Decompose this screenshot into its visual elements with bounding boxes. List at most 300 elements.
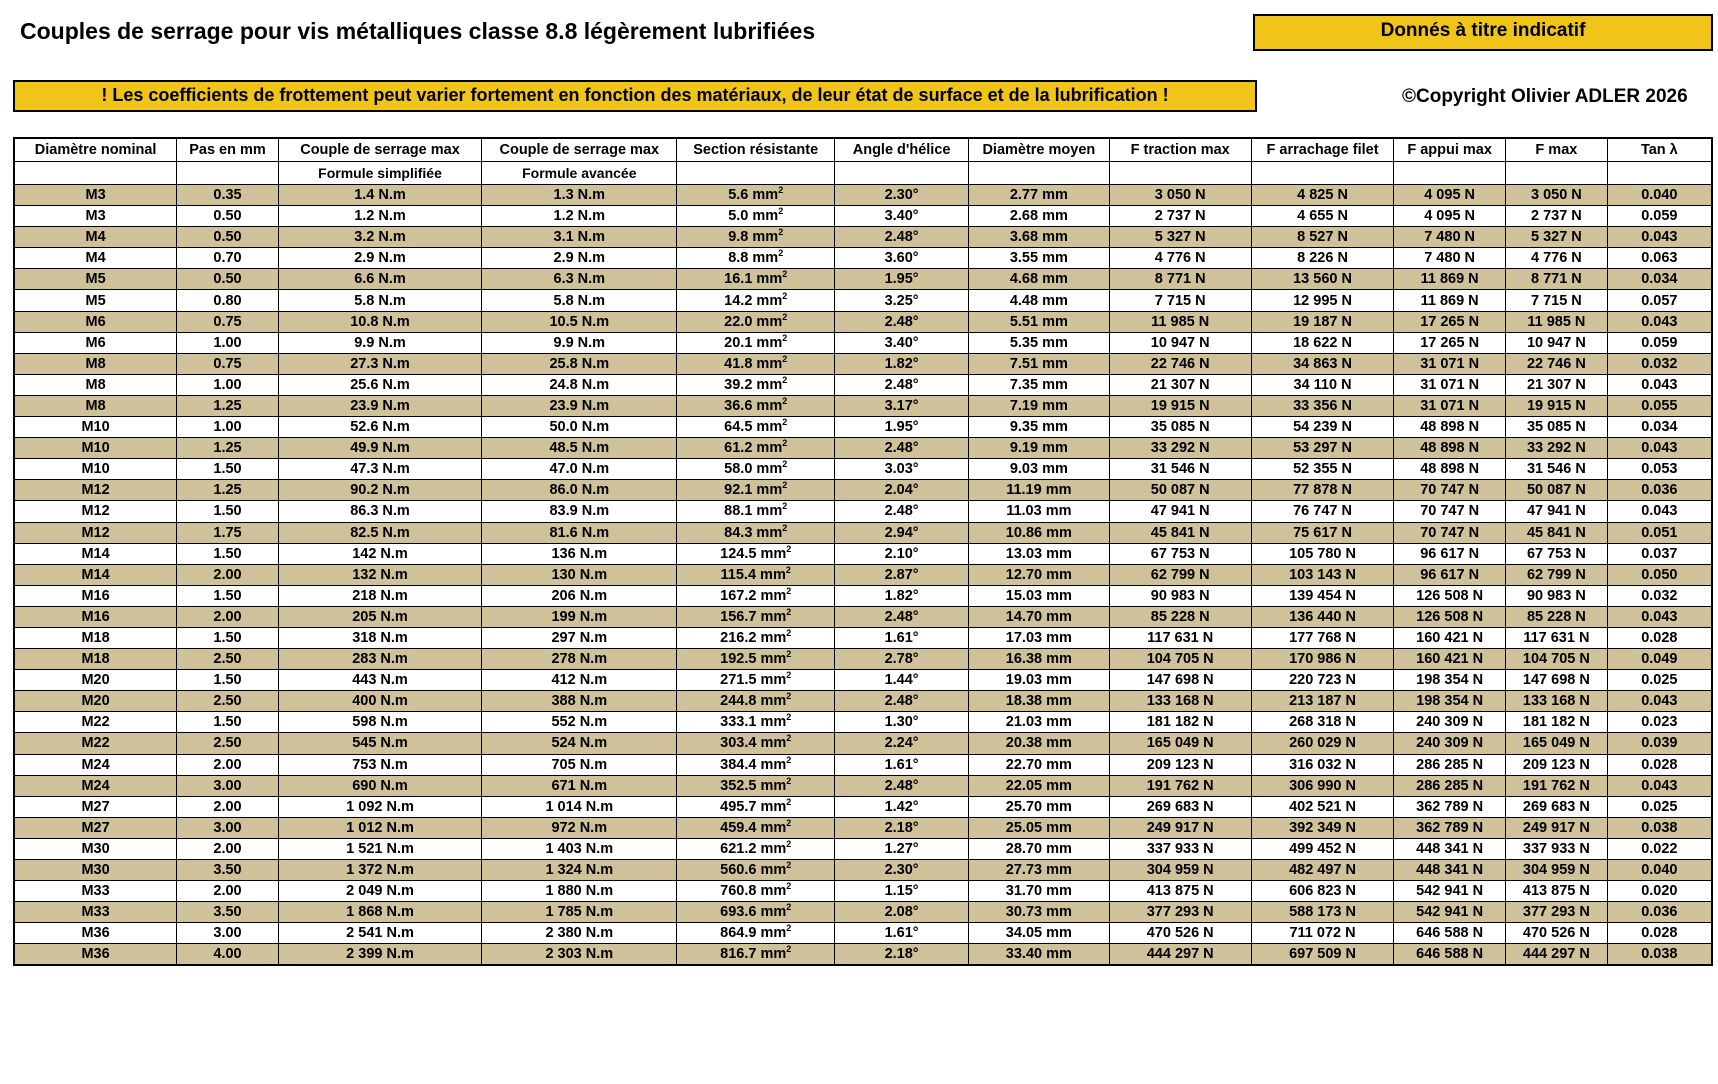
table-cell: 10 947 N	[1506, 332, 1608, 353]
table-cell: 697 509 N	[1251, 944, 1393, 966]
table-cell: 3.00	[177, 923, 279, 944]
table-cell: 443 N.m	[278, 670, 481, 691]
table-cell: 17.03 mm	[969, 627, 1109, 648]
table-cell: 2.48°	[835, 374, 969, 395]
table-cell: M18	[14, 627, 177, 648]
table-cell: 3.68 mm	[969, 227, 1109, 248]
table-cell: 133 168 N	[1109, 691, 1251, 712]
table-cell: 402 521 N	[1251, 796, 1393, 817]
table-cell: 1.82°	[835, 585, 969, 606]
table-cell: 7 480 N	[1394, 248, 1506, 269]
table-cell: 2.78°	[835, 649, 969, 670]
table-cell: 52 355 N	[1251, 459, 1393, 480]
table-cell: 1.2 N.m	[278, 206, 481, 227]
table-cell: 4.48 mm	[969, 290, 1109, 311]
column-subheader	[1251, 162, 1393, 185]
table-cell: 170 986 N	[1251, 649, 1393, 670]
table-cell: 2.50	[177, 733, 279, 754]
table-cell: 70 747 N	[1394, 480, 1506, 501]
table-cell: 70 747 N	[1394, 522, 1506, 543]
table-cell: 1 785 N.m	[482, 902, 677, 923]
table-row	[14, 522, 1712, 543]
torque-table	[13, 137, 1713, 966]
table-body	[14, 185, 1712, 966]
table-cell: 1 014 N.m	[482, 796, 677, 817]
table-cell: 2.94°	[835, 522, 969, 543]
table-cell: 2.30°	[835, 185, 969, 206]
table-cell: 165 049 N	[1109, 733, 1251, 754]
table-cell: 5.35 mm	[969, 332, 1109, 353]
table-cell: 0.043	[1607, 227, 1712, 248]
table-cell: 3.50	[177, 860, 279, 881]
table-cell: 124.5 $mm^2$	[677, 543, 835, 564]
column-header: F traction max	[1109, 138, 1251, 162]
table-cell: 2.24°	[835, 733, 969, 754]
table-cell: 31 546 N	[1109, 459, 1251, 480]
table-cell: 753 N.m	[278, 754, 481, 775]
table-cell: 2.50	[177, 649, 279, 670]
table-cell: 0.040	[1607, 185, 1712, 206]
table-cell: 542 941 N	[1394, 902, 1506, 923]
table-cell: 13.03 mm	[969, 543, 1109, 564]
table-cell: 972 N.m	[482, 817, 677, 838]
table-row	[14, 606, 1712, 627]
table-cell: 53 297 N	[1251, 438, 1393, 459]
table-cell: 0.032	[1607, 353, 1712, 374]
table-cell: 0.059	[1607, 206, 1712, 227]
table-cell: 318 N.m	[278, 627, 481, 648]
table-cell: 1 324 N.m	[482, 860, 677, 881]
table-cell: 2.48°	[835, 227, 969, 248]
table-cell: 1.25	[177, 438, 279, 459]
table-cell: 1 868 N.m	[278, 902, 481, 923]
table-cell: 85 228 N	[1109, 606, 1251, 627]
table-cell: 560.6 $mm^2$	[677, 860, 835, 881]
table-cell: 209 123 N	[1506, 754, 1608, 775]
table-cell: 244.8 $mm^2$	[677, 691, 835, 712]
table-cell: 47 941 N	[1109, 501, 1251, 522]
table-cell: 0.043	[1607, 775, 1712, 796]
table-cell: 9.35 mm	[969, 417, 1109, 438]
table-cell: 598 N.m	[278, 712, 481, 733]
table-cell: 283 N.m	[278, 649, 481, 670]
table-cell: 5 327 N	[1109, 227, 1251, 248]
table-cell: 4 776 N	[1506, 248, 1608, 269]
table-cell: 181 182 N	[1109, 712, 1251, 733]
table-cell: 286 285 N	[1394, 775, 1506, 796]
table-cell: 21.03 mm	[969, 712, 1109, 733]
table-cell: 10.5 N.m	[482, 311, 677, 332]
table-cell: 388 N.m	[482, 691, 677, 712]
table-cell: M5	[14, 290, 177, 311]
table-cell: 67 753 N	[1506, 543, 1608, 564]
table-cell: 1.30°	[835, 712, 969, 733]
table-cell: 3.1 N.m	[482, 227, 677, 248]
table-cell: 0.040	[1607, 860, 1712, 881]
table-cell: 1.50	[177, 501, 279, 522]
table-cell: 2 737 N	[1109, 206, 1251, 227]
table-cell: M12	[14, 480, 177, 501]
table-cell: 470 526 N	[1506, 923, 1608, 944]
table-row	[14, 754, 1712, 775]
table-cell: 25.8 N.m	[482, 353, 677, 374]
table-cell: M10	[14, 438, 177, 459]
table-cell: 9.8 $mm^2$	[677, 227, 835, 248]
table-cell: 103 143 N	[1251, 564, 1393, 585]
table-cell: 2.04°	[835, 480, 969, 501]
table-cell: 392 349 N	[1251, 817, 1393, 838]
table-cell: 2 541 N.m	[278, 923, 481, 944]
table-cell: 690 N.m	[278, 775, 481, 796]
table-cell: 86.0 N.m	[482, 480, 677, 501]
table-cell: 77 878 N	[1251, 480, 1393, 501]
table-cell: 3.60°	[835, 248, 969, 269]
table-cell: 606 823 N	[1251, 881, 1393, 902]
table-cell: 33 292 N	[1506, 438, 1608, 459]
table-cell: M4	[14, 227, 177, 248]
table-row	[14, 374, 1712, 395]
table-cell: 209 123 N	[1109, 754, 1251, 775]
table-cell: 105 780 N	[1251, 543, 1393, 564]
table-cell: 35 085 N	[1109, 417, 1251, 438]
table-cell: 17 265 N	[1394, 311, 1506, 332]
table-cell: 0.043	[1607, 438, 1712, 459]
table-cell: 21 307 N	[1506, 374, 1608, 395]
table-cell: 198 354 N	[1394, 691, 1506, 712]
table-cell: 2.48°	[835, 311, 969, 332]
table-cell: 1.61°	[835, 754, 969, 775]
table-cell: 33 356 N	[1251, 395, 1393, 416]
table-cell: 2.00	[177, 754, 279, 775]
table-row	[14, 438, 1712, 459]
column-subheader: Formule simplifiée	[278, 162, 481, 185]
table-cell: 34 863 N	[1251, 353, 1393, 374]
table-cell: 400 N.m	[278, 691, 481, 712]
table-cell: M4	[14, 248, 177, 269]
table-row	[14, 290, 1712, 311]
table-cell: 5 327 N	[1506, 227, 1608, 248]
column-header: F arrachage filet	[1251, 138, 1393, 162]
table-cell: 542 941 N	[1394, 881, 1506, 902]
table-cell: 16.38 mm	[969, 649, 1109, 670]
table-cell: 1.50	[177, 670, 279, 691]
table-cell: 0.043	[1607, 606, 1712, 627]
table-cell: 1.75	[177, 522, 279, 543]
table-cell: M22	[14, 712, 177, 733]
column-subheader	[1394, 162, 1506, 185]
table-cell: 47.3 N.m	[278, 459, 481, 480]
table-cell: 48 898 N	[1394, 459, 1506, 480]
table-cell: 31 071 N	[1394, 395, 1506, 416]
table-cell: 1.2 N.m	[482, 206, 677, 227]
table-cell: 50.0 N.m	[482, 417, 677, 438]
table-header-row	[14, 138, 1712, 162]
table-cell: 27.3 N.m	[278, 353, 481, 374]
table-cell: 206 N.m	[482, 585, 677, 606]
table-cell: 9.03 mm	[969, 459, 1109, 480]
table-cell: 70 747 N	[1394, 501, 1506, 522]
table-cell: 31 546 N	[1506, 459, 1608, 480]
table-cell: 8.8 $mm^2$	[677, 248, 835, 269]
table-cell: 136 440 N	[1251, 606, 1393, 627]
table-cell: 11 985 N	[1506, 311, 1608, 332]
table-cell: 12 995 N	[1251, 290, 1393, 311]
table-row	[14, 733, 1712, 754]
table-cell: 0.50	[177, 269, 279, 290]
table-cell: 2.18°	[835, 817, 969, 838]
table-cell: 306 990 N	[1251, 775, 1393, 796]
table-cell: 25.6 N.m	[278, 374, 481, 395]
table-cell: 671 N.m	[482, 775, 677, 796]
table-cell: 20.1 $mm^2$	[677, 332, 835, 353]
table-cell: 8 226 N	[1251, 248, 1393, 269]
table-cell: 444 297 N	[1109, 944, 1251, 966]
table-cell: 0.038	[1607, 944, 1712, 966]
table-cell: 48 898 N	[1394, 417, 1506, 438]
table-cell: 269 683 N	[1109, 796, 1251, 817]
column-header: F appui max	[1394, 138, 1506, 162]
table-cell: 0.034	[1607, 417, 1712, 438]
column-subheader	[1506, 162, 1608, 185]
table-cell: 18.38 mm	[969, 691, 1109, 712]
table-cell: 2.18°	[835, 944, 969, 966]
table-cell: 1.4 N.m	[278, 185, 481, 206]
table-cell: 646 588 N	[1394, 923, 1506, 944]
table-cell: 18 622 N	[1251, 332, 1393, 353]
table-cell: 2 737 N	[1506, 206, 1608, 227]
table-cell: 54 239 N	[1251, 417, 1393, 438]
table-cell: 2.48°	[835, 501, 969, 522]
table-cell: M18	[14, 649, 177, 670]
table-cell: 198 354 N	[1394, 670, 1506, 691]
table-cell: 412 N.m	[482, 670, 677, 691]
table-cell: 48 898 N	[1394, 438, 1506, 459]
table-cell: 1.15°	[835, 881, 969, 902]
table-cell: 31.70 mm	[969, 881, 1109, 902]
table-cell: 693.6 $mm^2$	[677, 902, 835, 923]
table-cell: 21 307 N	[1109, 374, 1251, 395]
table-row	[14, 543, 1712, 564]
table-cell: 11 985 N	[1109, 311, 1251, 332]
table-cell: 0.039	[1607, 733, 1712, 754]
table-cell: 249 917 N	[1109, 817, 1251, 838]
table-cell: 0.043	[1607, 501, 1712, 522]
table-cell: 3.40°	[835, 206, 969, 227]
table-cell: 31 071 N	[1394, 353, 1506, 374]
table-cell: 3.25°	[835, 290, 969, 311]
table-cell: M33	[14, 902, 177, 923]
table-cell: 3.2 N.m	[278, 227, 481, 248]
table-cell: 1.50	[177, 585, 279, 606]
table-row	[14, 944, 1712, 966]
table-subheader-row	[14, 162, 1712, 185]
table-cell: 0.70	[177, 248, 279, 269]
table-cell: 646 588 N	[1394, 944, 1506, 966]
table-cell: 147 698 N	[1109, 670, 1251, 691]
table-cell: 192.5 $mm^2$	[677, 649, 835, 670]
table-cell: 9.9 N.m	[482, 332, 677, 353]
table-cell: 81.6 N.m	[482, 522, 677, 543]
table-row	[14, 395, 1712, 416]
column-subheader	[177, 162, 279, 185]
table-cell: 7 715 N	[1109, 290, 1251, 311]
table-cell: 75 617 N	[1251, 522, 1393, 543]
table-cell: 181 182 N	[1506, 712, 1608, 733]
table-cell: 191 762 N	[1109, 775, 1251, 796]
table-cell: 84.3 $mm^2$	[677, 522, 835, 543]
table-cell: 0.80	[177, 290, 279, 311]
table-cell: 22 746 N	[1109, 353, 1251, 374]
table-cell: 2.48°	[835, 775, 969, 796]
table-cell: M8	[14, 353, 177, 374]
table-row	[14, 775, 1712, 796]
table-cell: 524 N.m	[482, 733, 677, 754]
table-cell: 3.40°	[835, 332, 969, 353]
table-cell: 0.35	[177, 185, 279, 206]
table-cell: 0.050	[1607, 564, 1712, 585]
table-cell: 117 631 N	[1506, 627, 1608, 648]
table-cell: 4.68 mm	[969, 269, 1109, 290]
table-cell: 1.42°	[835, 796, 969, 817]
table-cell: 2 399 N.m	[278, 944, 481, 966]
table-cell: 4 655 N	[1251, 206, 1393, 227]
table-cell: 0.025	[1607, 670, 1712, 691]
table-cell: 92.1 $mm^2$	[677, 480, 835, 501]
table-cell: 10.86 mm	[969, 522, 1109, 543]
table-cell: 413 875 N	[1109, 881, 1251, 902]
table-cell: M10	[14, 459, 177, 480]
table-cell: 12.70 mm	[969, 564, 1109, 585]
table-cell: 0.059	[1607, 332, 1712, 353]
table-row	[14, 627, 1712, 648]
table-cell: 13 560 N	[1251, 269, 1393, 290]
table-cell: 4 095 N	[1394, 206, 1506, 227]
table-cell: 28.70 mm	[969, 838, 1109, 859]
column-header: Tan λ	[1607, 138, 1712, 162]
table-cell: 48.5 N.m	[482, 438, 677, 459]
table-cell: 705 N.m	[482, 754, 677, 775]
table-cell: 10.8 N.m	[278, 311, 481, 332]
table-cell: 61.2 $mm^2$	[677, 438, 835, 459]
table-cell: 268 318 N	[1251, 712, 1393, 733]
table-cell: 384.4 $mm^2$	[677, 754, 835, 775]
table-row	[14, 501, 1712, 522]
table-cell: M33	[14, 881, 177, 902]
table-cell: 25.70 mm	[969, 796, 1109, 817]
table-cell: 52.6 N.m	[278, 417, 481, 438]
column-subheader: Formule avancée	[482, 162, 677, 185]
table-cell: 0.023	[1607, 712, 1712, 733]
table-cell: 11 869 N	[1394, 269, 1506, 290]
table-cell: 45 841 N	[1506, 522, 1608, 543]
table-cell: 1.00	[177, 417, 279, 438]
table-cell: 130 N.m	[482, 564, 677, 585]
column-header: Pas en mm	[177, 138, 279, 162]
table-cell: 104 705 N	[1506, 649, 1608, 670]
table-cell: M20	[14, 670, 177, 691]
copyright-text: ©Copyright Olivier ADLER 2026	[1402, 86, 1688, 107]
table-cell: 413 875 N	[1506, 881, 1608, 902]
table-cell: 0.037	[1607, 543, 1712, 564]
table-cell: M30	[14, 838, 177, 859]
warning-banner: ! Les coefficients de frottement peut varier fortement en fonction des matériaux, de leur état de surface et de la lubrification !	[13, 80, 1257, 112]
table-cell: 1 012 N.m	[278, 817, 481, 838]
table-cell: 1.50	[177, 459, 279, 480]
table-cell: 7.35 mm	[969, 374, 1109, 395]
table-cell: 9.9 N.m	[278, 332, 481, 353]
table-row	[14, 564, 1712, 585]
table-cell: 0.051	[1607, 522, 1712, 543]
table-cell: 85 228 N	[1506, 606, 1608, 627]
table-cell: M12	[14, 501, 177, 522]
table-cell: 8 771 N	[1109, 269, 1251, 290]
table-row	[14, 185, 1712, 206]
table-cell: 0.022	[1607, 838, 1712, 859]
table-cell: 333.1 $mm^2$	[677, 712, 835, 733]
table-cell: 4 776 N	[1109, 248, 1251, 269]
table-cell: 5.8 N.m	[482, 290, 677, 311]
table-cell: 2.30°	[835, 860, 969, 881]
table-cell: 19 915 N	[1506, 395, 1608, 416]
table-cell: 1.95°	[835, 269, 969, 290]
table-cell: 0.75	[177, 353, 279, 374]
table-cell: 1 092 N.m	[278, 796, 481, 817]
table-cell: 545 N.m	[278, 733, 481, 754]
table-cell: 362 789 N	[1394, 817, 1506, 838]
table-cell: 362 789 N	[1394, 796, 1506, 817]
table-cell: 49.9 N.m	[278, 438, 481, 459]
table-row	[14, 206, 1712, 227]
table-cell: M16	[14, 585, 177, 606]
table-cell: 34 110 N	[1251, 374, 1393, 395]
table-cell: M8	[14, 374, 177, 395]
table-cell: 2.00	[177, 838, 279, 859]
table-cell: 0.028	[1607, 923, 1712, 944]
table-cell: 22 746 N	[1506, 353, 1608, 374]
table-cell: 286 285 N	[1394, 754, 1506, 775]
table-row	[14, 860, 1712, 881]
column-subheader	[835, 162, 969, 185]
table-cell: 1.00	[177, 332, 279, 353]
table-cell: 8 771 N	[1506, 269, 1608, 290]
table-cell: 15.03 mm	[969, 585, 1109, 606]
column-header: Diamètre nominal	[14, 138, 177, 162]
table-row	[14, 881, 1712, 902]
table-cell: 165 049 N	[1506, 733, 1608, 754]
table-cell: 67 753 N	[1109, 543, 1251, 564]
table-cell: 177 768 N	[1251, 627, 1393, 648]
table-cell: 0.025	[1607, 796, 1712, 817]
table-cell: 1.50	[177, 712, 279, 733]
table-cell: 2.48°	[835, 606, 969, 627]
table-cell: M22	[14, 733, 177, 754]
table-cell: 8 527 N	[1251, 227, 1393, 248]
table-cell: M30	[14, 860, 177, 881]
table-cell: 7 715 N	[1506, 290, 1608, 311]
table-row	[14, 459, 1712, 480]
table-cell: 160 421 N	[1394, 649, 1506, 670]
table-cell: M6	[14, 311, 177, 332]
table-cell: 1.50	[177, 627, 279, 648]
table-cell: 4.00	[177, 944, 279, 966]
table-cell: 0.043	[1607, 374, 1712, 395]
table-row	[14, 902, 1712, 923]
table-cell: 0.034	[1607, 269, 1712, 290]
column-header: Couple de serrage max	[482, 138, 677, 162]
table-cell: 5.51 mm	[969, 311, 1109, 332]
table-cell: 2.00	[177, 564, 279, 585]
table-row	[14, 480, 1712, 501]
